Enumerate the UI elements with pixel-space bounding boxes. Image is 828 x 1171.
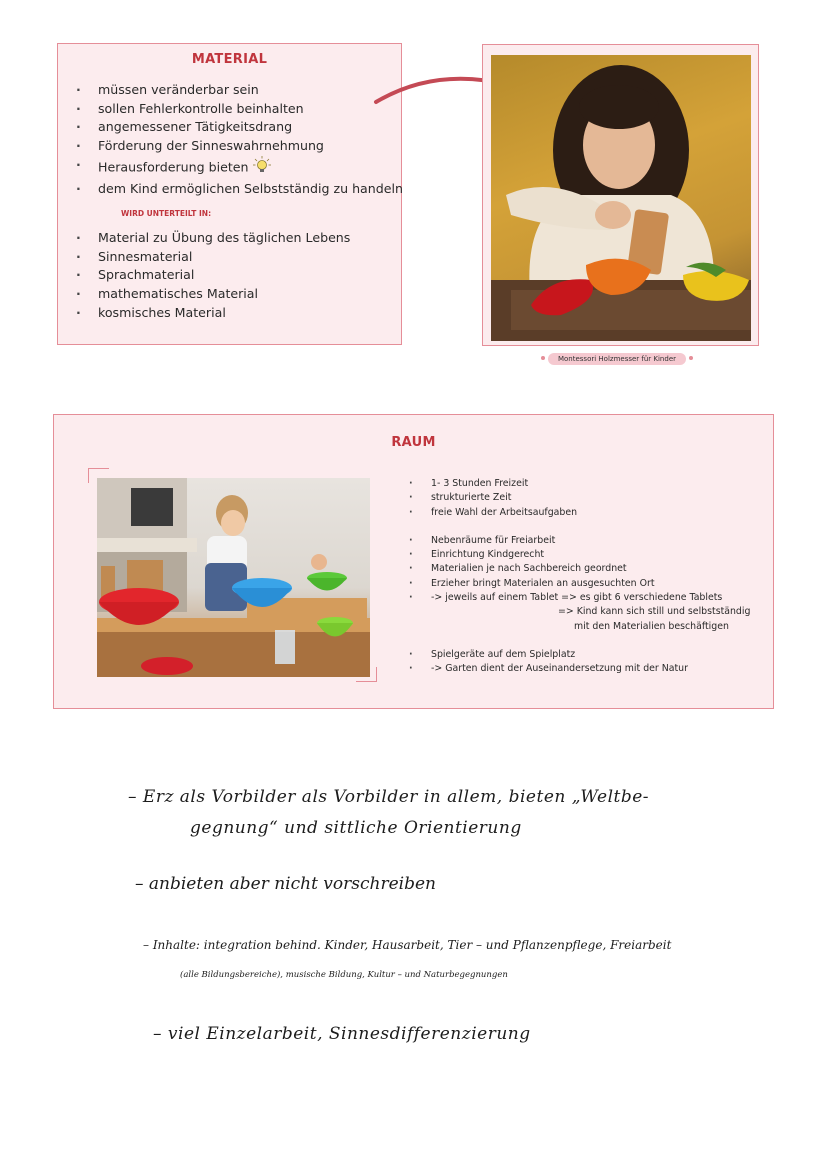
list-item: · dem Kind ermöglichen Selbstständig zu handeln (76, 180, 403, 199)
handwritten-note: gegnung“ und sittliche Orientierung (190, 818, 522, 838)
list-item: · strukturierte Zeit (409, 491, 750, 505)
lightbulb-icon (252, 156, 272, 180)
list-item: · Spielgeräte auf dem Spielplatz (409, 648, 750, 662)
list-item: · müssen veränderbar sein (76, 81, 403, 100)
handwritten-note: – Inhalte: integration behind. Kinder, Hausarbeit, Tier – und Pflanzenpflege, Freiarbeit (143, 938, 672, 952)
list-item: · Material zu Übung des täglichen Lebens (76, 229, 350, 248)
material-box (57, 43, 402, 345)
list-item-continuation: mit den Materialien beschäftigen (574, 620, 729, 632)
list-item: · Sprachmaterial (76, 266, 350, 285)
list-item: · sollen Fehlerkontrolle beinhalten (76, 100, 403, 119)
caption-dot (541, 356, 545, 360)
handwritten-note: – Erz als Vorbilder als Vorbilder in allem, bieten „Weltbe- (128, 787, 650, 807)
photo-frame (482, 44, 759, 346)
material-categories-list (76, 229, 350, 323)
list-item: · freie Wahl der Arbeitsaufgaben (409, 506, 750, 520)
raum-title: RAUM (391, 435, 436, 450)
list-item: · kosmisches Material (76, 304, 350, 323)
list-item: · -> jeweils auf einem Tablet => es gibt 6 verschiedene Tablets (409, 591, 750, 605)
list-item (76, 156, 403, 180)
photo-caption: Montessori Holzmesser für Kinder (548, 353, 686, 365)
girl-cutting-vegetables-photo (491, 55, 751, 341)
material-properties-list (76, 81, 403, 198)
material-subheading: WIRD UNTERTEILT IN: (121, 209, 212, 218)
list-item: · 1- 3 Stunden Freizeit (409, 477, 750, 491)
list-item: · Erzieher bringt Materialen an ausgesuchten Ort (409, 577, 750, 591)
list-item: · angemessener Tätigkeitsdrang (76, 118, 403, 137)
raum-list (409, 477, 750, 677)
list-item-continuation: => Kind kann sich still und selbstständig (558, 606, 751, 618)
list-item: · Förderung der Sinneswahrnehmung (76, 137, 403, 156)
list-item: · mathematisches Material (76, 285, 350, 304)
list-item: · Einrichtung Kindgerecht (409, 548, 750, 562)
list-item-text: Herausforderung bieten (98, 159, 249, 175)
list-item: · Nebenräume für Freiarbeit (409, 534, 750, 548)
corner-decoration (356, 667, 377, 682)
caption-dot (689, 356, 693, 360)
raum-box (53, 414, 774, 709)
handwritten-note: (alle Bildungsbereiche), musische Bildung, Kultur – und Naturbegegnungen (180, 970, 508, 980)
list-item: · Sinnesmaterial (76, 248, 350, 267)
child-playing-with-water-photo (97, 478, 370, 677)
handwritten-note: – viel Einzelarbeit, Sinnesdifferenzierung (153, 1024, 531, 1044)
material-title: MATERIAL (191, 52, 268, 67)
list-item: · -> Garten dient der Auseinandersetzung mit der Natur (409, 662, 750, 676)
handwritten-note: – anbieten aber nicht vorschreiben (135, 874, 436, 894)
list-item: · Materialien je nach Sachbereich geordnet (409, 562, 750, 576)
